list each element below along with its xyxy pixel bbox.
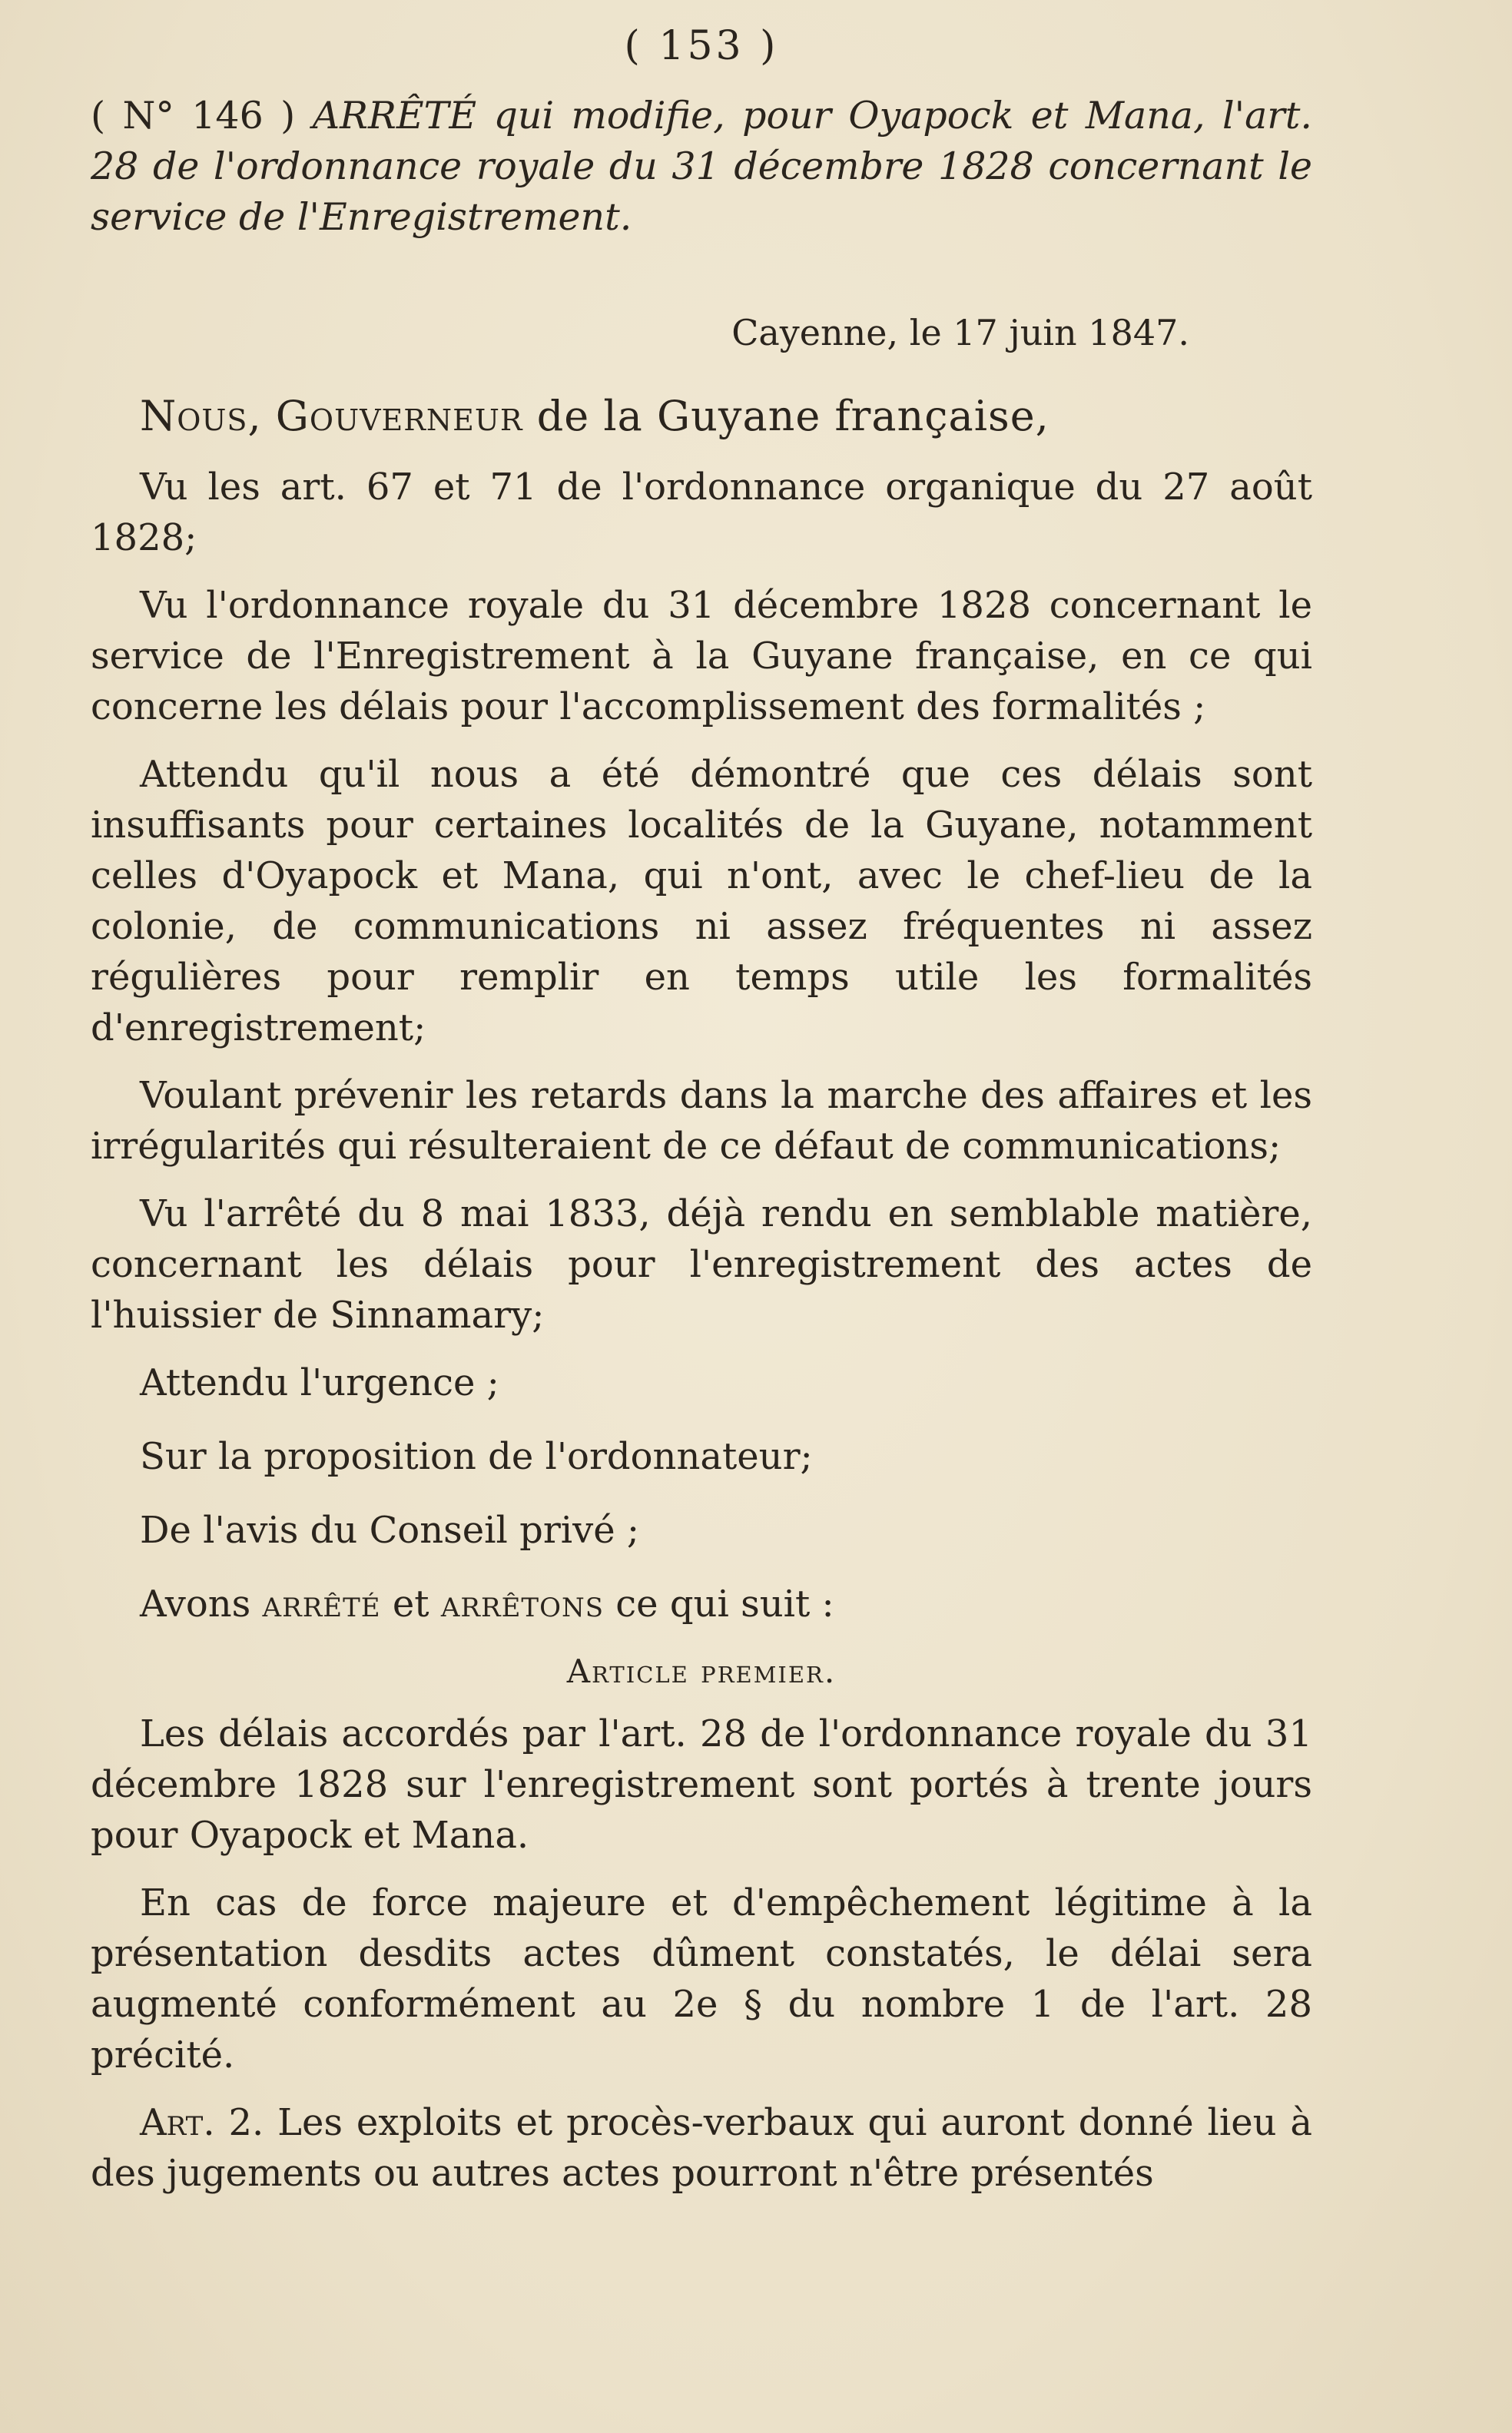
article-paragraph: En cas de force majeure et d'empêchement légitime à la présentation desdits actes dûment constatés, le délai sera augmenté conformément au 2e § du nombre 1 de l'art. 28 précité.	[91, 1881, 1312, 2077]
paragraph: Vu l'arrêté du 8 mai 1833, déjà rendu en semblable matière, concernant les délais pour l'enregistrement des actes de l'huissier de Sinnamary;	[91, 1192, 1312, 1337]
decree-line-pre: Avons	[140, 1583, 263, 1626]
article-paragraph: Les délais accordés par l'art. 28 de l'ordonnance royale du 31 décembre 1828 sur l'enregistrement sont portés à trente jours pour Oyapock et Mana.	[91, 1712, 1312, 1857]
article-2	[91, 2097, 1312, 2199]
paragraph: Vu les art. 67 et 71 de l'ordonnance organique du 27 août 1828;	[91, 466, 1312, 559]
decree-line-post: ce qui suit :	[604, 1583, 834, 1626]
short-line: Sur la proposition de l'ordonnateur;	[140, 1435, 813, 1478]
governor-lead: Nous, Gouverneur	[140, 392, 523, 440]
paragraph: Voulant prévenir les retards dans la marche des affaires et les irrégularités qui résulteraient de ce défaut de communications;	[91, 1074, 1312, 1168]
decree-number: ( N° 146 )	[91, 94, 296, 138]
paragraph: Attendu qu'il nous a été démontré que ces délais sont insuffisants pour certaines localités de la Guyane, notamment celles d'Oyapock et Mana, qui n'ont, avec le chef-lieu de la colonie, de communications ni assez fréquentes ni assez régulières pour remplir en temps utile les formalités d'enregistrement;	[91, 753, 1312, 1049]
paragraph: Vu l'ordonnance royale du 31 décembre 1828 concernant le service de l'Enregistrement à la Guyane française, en ce qui concerne les délais pour l'accomplissement des formalités ;	[91, 584, 1312, 728]
decree-line	[140, 1579, 1312, 1629]
article-2-text: Les exploits et procès-verbaux qui auront donné lieu à des jugements ou autres actes pourront n'être présentés	[91, 2101, 1313, 2195]
dateline: Cayenne, le 17 juin 1847.	[731, 312, 1189, 353]
governor-line	[140, 392, 1312, 440]
page-number: ( 153 )	[624, 23, 779, 69]
decree-line-mid: et	[380, 1583, 441, 1626]
article-2-label: Art. 2.	[140, 2101, 264, 2144]
decree-line-arrete: arrêté	[262, 1583, 381, 1626]
article-heading: Article premier.	[566, 1652, 837, 1690]
page-content	[91, 23, 1312, 2216]
governor-rest: de la Guyane française,	[522, 392, 1049, 440]
short-line: De l'avis du Conseil privé ;	[140, 1509, 640, 1552]
decree-header	[91, 91, 1312, 243]
decree-title: ARRÊTÉ qui modifie, pour Oyapock et Mana, l'art. 28 de l'ordonnance royale du 31 décembre 1828 concernant le service de l'Enregistrement.	[91, 94, 1312, 239]
decree-line-arretons: arrêtons	[440, 1583, 605, 1626]
short-line: Attendu l'urgence ;	[140, 1361, 499, 1404]
